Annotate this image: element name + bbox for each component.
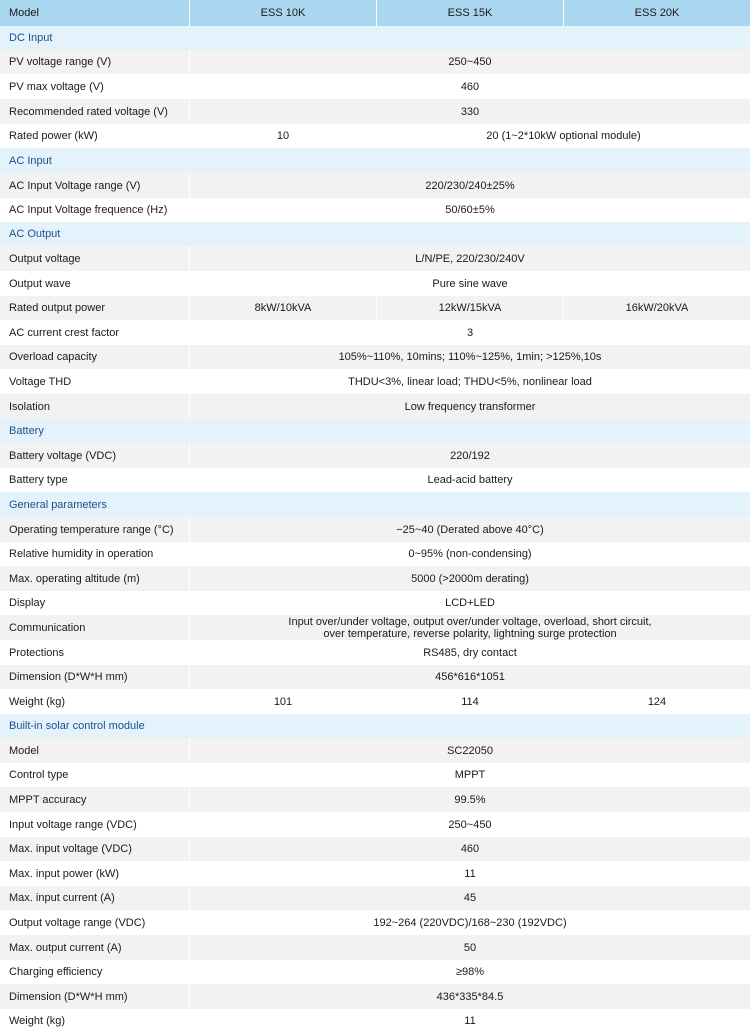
section-title: DC Input [9, 32, 53, 44]
row-value-15k: 12kW/15kVA [377, 296, 564, 320]
row-value-20k: 124 [564, 689, 750, 714]
row-label: Rated power (kW) [0, 124, 190, 148]
row-value: MPPT [190, 763, 750, 787]
row-value: 11 [190, 861, 750, 886]
row-label: AC current crest factor [0, 320, 190, 345]
row-value [190, 615, 750, 640]
row-value: 50 [190, 935, 750, 960]
row-label: Max. operating altitude (m) [0, 566, 190, 591]
table-row [0, 787, 750, 812]
table-row [0, 665, 750, 689]
table-row [0, 935, 750, 960]
table-row [0, 198, 750, 222]
table-row [0, 837, 750, 861]
table-row [0, 910, 750, 935]
row-label: Output voltage range (VDC) [0, 910, 190, 935]
row-value: Low frequency transformer [190, 394, 750, 419]
row-label: PV max voltage (V) [0, 74, 190, 99]
row-value: 250~450 [190, 50, 750, 74]
table-row [0, 615, 750, 640]
row-value-10k: 8kW/10kVA [190, 296, 377, 320]
row-value: 250~450 [190, 812, 750, 837]
table-row [0, 984, 750, 1009]
row-value: 460 [190, 837, 750, 861]
table-row [0, 124, 750, 148]
section-general [0, 492, 750, 517]
row-value: LCD+LED [190, 591, 750, 615]
row-value: 45 [190, 886, 750, 910]
row-label: Voltage THD [0, 369, 190, 394]
section-title: Battery [9, 425, 44, 437]
row-label: Max. input current (A) [0, 886, 190, 910]
row-label: Relative humidity in operation [0, 542, 190, 566]
row-value-10k: 10 [190, 124, 377, 148]
table-row [0, 861, 750, 886]
table-row [0, 738, 750, 763]
row-value-line: over temperature, reverse polarity, lightning surge protection [323, 627, 617, 640]
header-row [0, 0, 750, 26]
row-label: Battery voltage (VDC) [0, 443, 190, 468]
row-value-line: Input over/under voltage, output over/under voltage, overload, short circuit, [288, 615, 652, 628]
row-label: Battery type [0, 468, 190, 492]
section-ac-input [0, 148, 750, 173]
row-label: Max. output current (A) [0, 935, 190, 960]
table-row [0, 468, 750, 492]
row-value: Pure sine wave [190, 271, 750, 296]
row-label: Max. input power (kW) [0, 861, 190, 886]
row-label: Protections [0, 640, 190, 665]
row-label: AC Input Voltage frequence (Hz) [0, 198, 190, 222]
row-label: PV voltage range (V) [0, 50, 190, 74]
row-value: THDU<3%, linear load; THDU<5%, nonlinear load [190, 369, 750, 394]
row-value: 0~95% (non-condensing) [190, 542, 750, 566]
table-row [0, 271, 750, 296]
row-value: 99.5% [190, 787, 750, 812]
row-value: Lead-acid battery [190, 468, 750, 492]
row-value: 436*335*84.5 [190, 984, 750, 1009]
table-row [0, 345, 750, 369]
row-value-10k: 101 [190, 689, 377, 714]
header-ess-10k: ESS 10K [190, 0, 377, 26]
section-solar [0, 714, 750, 738]
table-row [0, 812, 750, 837]
row-value: 460 [190, 74, 750, 99]
row-value-15k-20k: 20 (1~2*10kW optional module) [377, 124, 750, 148]
row-label: Overload capacity [0, 345, 190, 369]
row-value-20k: 16kW/20kVA [564, 296, 750, 320]
row-value: −25~40 (Derated above 40°C) [190, 517, 750, 542]
section-title: AC Input [9, 154, 52, 167]
table-row [0, 591, 750, 615]
row-label: Isolation [0, 394, 190, 419]
table-row [0, 173, 750, 198]
row-value: 5000 (>2000m derating) [190, 566, 750, 591]
table-row [0, 296, 750, 320]
row-label: Communication [0, 615, 190, 640]
row-value: L/N/PE, 220/230/240V [190, 246, 750, 271]
table-row [0, 246, 750, 271]
table-row [0, 369, 750, 394]
row-value: 192~264 (220VDC)/168~230 (192VDC) [190, 910, 750, 935]
table-row [0, 886, 750, 910]
table-row [0, 443, 750, 468]
row-label: Max. input voltage (VDC) [0, 837, 190, 861]
row-value-15k: 114 [377, 689, 564, 714]
row-value: 105%~110%, 10mins; 110%~125%, 1min; >125%,10s [190, 345, 750, 369]
row-value: 220/192 [190, 443, 750, 468]
row-label: Weight (kg) [0, 689, 190, 714]
row-value: 330 [190, 99, 750, 124]
row-label: Input voltage range (VDC) [0, 812, 190, 837]
row-label: Recommended rated voltage (V) [0, 99, 190, 124]
row-value: SC22050 [190, 738, 750, 763]
table-row [0, 542, 750, 566]
row-value: 220/230/240±25% [190, 173, 750, 198]
row-label: Model [0, 738, 190, 763]
table-row [0, 960, 750, 984]
row-label: Control type [0, 763, 190, 787]
table-row [0, 320, 750, 345]
row-label: MPPT accuracy [0, 787, 190, 812]
row-value: 11 [190, 1009, 750, 1033]
section-title: Built-in solar control module [9, 720, 145, 732]
section-title: General parameters [9, 498, 107, 511]
row-label: Output voltage [0, 246, 190, 271]
table-row [0, 517, 750, 542]
section-battery [0, 419, 750, 443]
section-ac-output [0, 222, 750, 246]
table-row [0, 74, 750, 99]
row-value: ≥98% [190, 960, 750, 984]
row-value: RS485, dry contact [190, 640, 750, 665]
table-row [0, 99, 750, 124]
table-row [0, 566, 750, 591]
row-label: Operating temperature range (°C) [0, 517, 190, 542]
row-label: Charging efficiency [0, 960, 190, 984]
row-label: Dimension (D*W*H mm) [0, 984, 190, 1009]
row-value: 456*616*1051 [190, 665, 750, 689]
row-label: AC Input Voltage range (V) [0, 173, 190, 198]
table-row [0, 1009, 750, 1033]
header-ess-15k: ESS 15K [377, 0, 564, 26]
table-row [0, 50, 750, 74]
row-label: Weight (kg) [0, 1009, 190, 1033]
header-model: Model [0, 0, 190, 26]
header-ess-20k: ESS 20K [564, 0, 750, 26]
section-title: AC Output [9, 228, 61, 240]
row-value: 50/60±5% [190, 198, 750, 222]
row-label: Display [0, 591, 190, 615]
section-dc-input [0, 26, 750, 50]
table-row [0, 689, 750, 714]
table-row [0, 640, 750, 665]
row-label: Output wave [0, 271, 190, 296]
row-label: Dimension (D*W*H mm) [0, 665, 190, 689]
row-label: Rated output power [0, 296, 190, 320]
table-row [0, 763, 750, 787]
table-row [0, 394, 750, 419]
row-value: 3 [190, 320, 750, 345]
